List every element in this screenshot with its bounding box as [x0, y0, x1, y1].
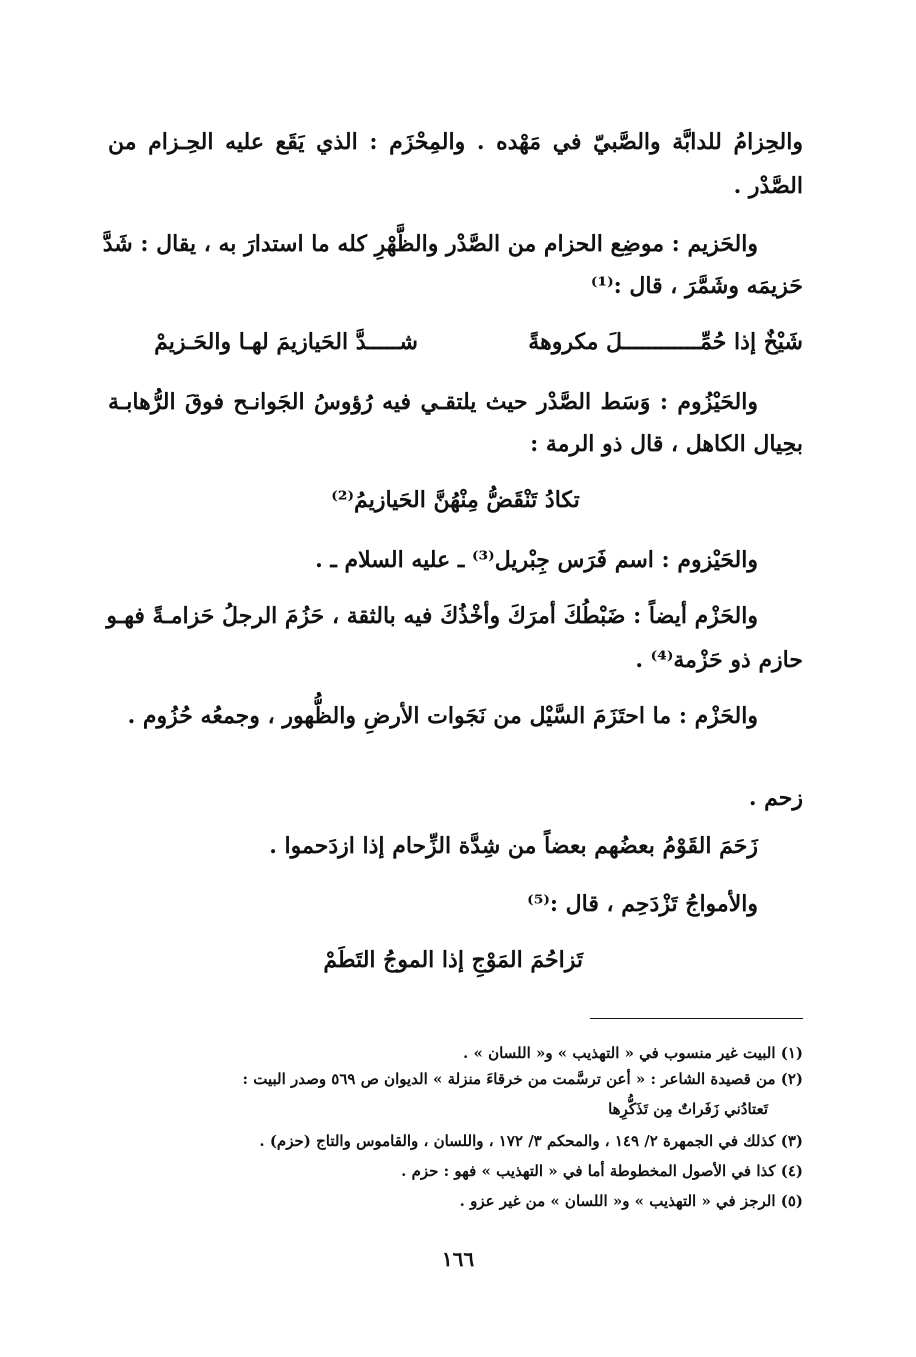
- body-line-4: حَزيمَه وشَمَّرَ ، قال :⁽¹⁾: [590, 273, 803, 299]
- footnote-3: (٣) كذلك في الجمهرة ٢/ ١٤٩ ، والمحكم ٣/ ١٧٢ ، واللسان ، والقاموس والتاج (حزم) .: [259, 1132, 803, 1150]
- body-line-1: والحِزامُ للدابَّة والصَّبيّ في مَهْده . والمِحْزَم : الذي يَقَع عليه الحِـزام من: [108, 129, 803, 155]
- body-line-8: والحَزْم أيضاً : ضَبْطُكَ أمرَكَ وأخْذُكَ فيه بالثقة ، حَزُمَ الرجلُ حَزامـةً فهـو: [106, 603, 758, 629]
- footnote-separator: [590, 1018, 803, 1019]
- verse-3: تَزاحُمَ المَوْجِ إذا الموجُ التَطَمْ: [323, 947, 583, 973]
- body-line-3: والحَزيم : موضِع الحزام من الصَّدْر والظَّهْرِ كله ما استدارَ به ، يقال : شَدَّ: [102, 231, 758, 257]
- body-line-9: حازم ذو حَزْمة⁽⁴⁾ .: [635, 647, 803, 673]
- body-line-7: والحَيْزوم : اسم فَرَس جِبْريل⁽³⁾ ـ عليه السلام ـ .: [315, 547, 758, 573]
- verse-2: تكادُ تَنْقَضُّ مِنْهُنَّ الحَيازيمُ⁽²⁾: [331, 487, 580, 513]
- body-line-5: والحَيْزُوم : وَسَط الصَّدْر حيث يلتقـي فيه رُؤوسُ الجَوانـح فوقَ الرُّهابـة: [108, 389, 758, 415]
- body-line-6: بحِيال الكاهل ، قال ذو الرمة :: [530, 431, 803, 457]
- body-line-2: الصَّدْر .: [733, 173, 803, 199]
- verse-1-first-hemistich: شَيْخٌ إذا حُمِّــــــــــــلَ مكروهةً: [528, 329, 803, 355]
- footnote-2-verse: تَعتادُني زَفَراتٌ مِن تَذَكُّرِها: [608, 1100, 768, 1118]
- entry-heading: زحم .: [748, 785, 803, 811]
- footnote-4: (٤) كذا في الأصول المخطوطة أما في « التهذيب » فهو : حزم .: [401, 1162, 803, 1180]
- body-line-10: والحَزْم : ما احتَزَمَ السَّيْل من نَجَوات الأرضِ والظُّهور ، وجمعُه حُزُوم .: [127, 703, 758, 729]
- verse-1-second-hemistich: شـــــدَّ الحَيازيمَ لهـا والحَـزيمْ: [154, 329, 418, 355]
- page-number: ١٦٦: [441, 1247, 475, 1271]
- body-line-11: زَحَمَ القَوْمُ بعضُهم بعضاً من شِدَّة الزِّحام إذا ازدَحموا .: [269, 833, 758, 859]
- footnote-2: (٢) من قصيدة الشاعر : « أعن ترسَّمت من خرقاءَ منزلة » الديوان ص ٥٦٩ وصدر البيت :: [242, 1070, 803, 1088]
- body-line-12: والأمواجُ تَزْدَحِم ، قال :⁽⁵⁾: [527, 891, 758, 917]
- footnote-5: (٥) الرجز في « التهذيب » و« اللسان » من غير عزو .: [459, 1192, 803, 1210]
- footnote-1: (١) البيت غير منسوب في « التهذيب » و« اللسان » .: [463, 1044, 803, 1062]
